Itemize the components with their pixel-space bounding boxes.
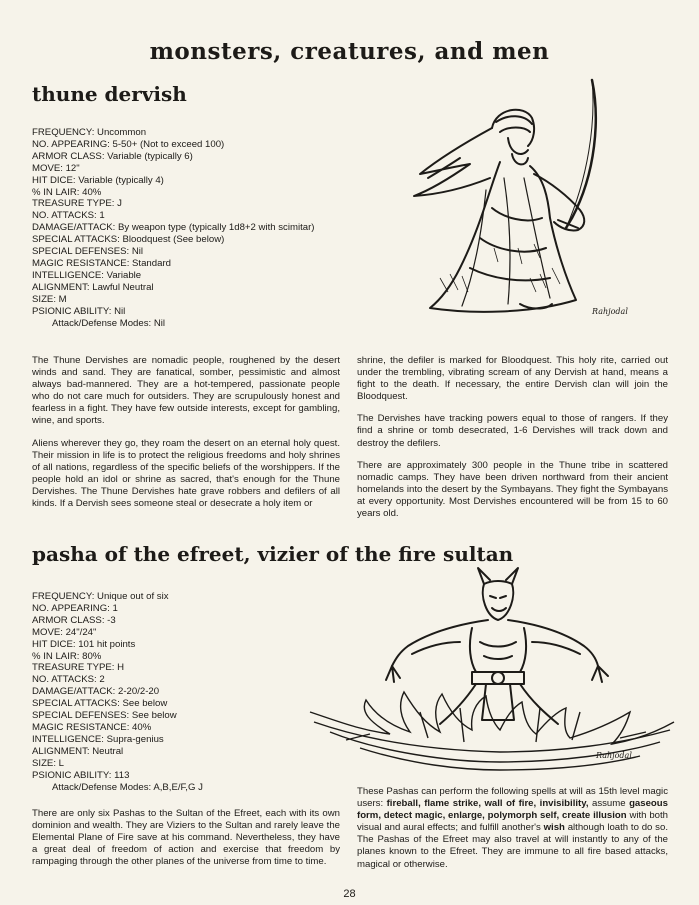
text-span: with both visual and aural effects; and fulfill another's <box>357 810 668 834</box>
pasha-text-left <box>32 808 340 868</box>
pasha-stat-block <box>32 591 332 793</box>
page-number: 28 <box>343 888 356 900</box>
stat-line: ALIGNMENT: Neutral <box>32 745 124 757</box>
stat-line: INTELLIGENCE: Variable <box>32 269 142 281</box>
stat-line: % IN LAIR: 40% <box>32 186 102 198</box>
stat-line: TREASURE TYPE: J <box>32 198 122 210</box>
text-span: assume <box>588 798 630 810</box>
stat-line: NO. APPEARING: 5-50+ (Not to exceed 100) <box>32 138 225 150</box>
dervish-text-right <box>357 355 668 520</box>
stat-line: % IN LAIR: 80% <box>32 650 102 662</box>
stat-line: DAMAGE/ATTACK: 2-20/2-20 <box>32 686 160 698</box>
paragraph: Aliens wherever they go, they roam the desert on an eternal holy quest. Their mission in life is to protect the religious freedoms and holy shrines of all nations, regardless of the specific beliefs of the worshippers. If the people hold an idol or shrine as sacred, that's enough for the Thune Dervishes. The Thune Dervishes hate grave robbers and defilers of all kinds. If a Dervish sees someone steal or desecrate a holy item or <box>32 437 340 510</box>
paragraph: The Thune Dervishes are nomadic people, roughened by the desert winds and sand. They are fanatical, somber, pessimistic and almost always bad-mannered. They are a hot-tempered, passionate people who do not care much for outsiders. They are scrupulously honest and fearless in a fight. They have few outside interests, except for gambling, wine, and sports. <box>32 355 340 427</box>
stat-line: MAGIC RESISTANCE: 40% <box>32 721 152 733</box>
spell-list: fireball, flame strike, wall of fire, invisibility, <box>386 798 589 810</box>
text-span: These Pashas can perform the following spells at will as 15th level magic users: <box>357 786 668 810</box>
stat-line: TREASURE TYPE: H <box>32 662 125 674</box>
stat-line: NO. ATTACKS: 2 <box>32 674 105 686</box>
stat-line: ARMOR CLASS: Variable (typically 6) <box>32 150 193 162</box>
paragraph: There are only six Pashas to the Sultan of the Efreet, each with its own dominion and wealth. They are Viziers to the Sultan and rarely leave the Elemental Plane of Fire save at his command. Nevertheless, they have a great deal of freedom of action and exercise that freedom by rampaging through the other planes of the universe from time to time. <box>32 808 340 868</box>
stat-line: Attack/Defense Modes: Nil <box>52 317 166 329</box>
stat-line: INTELLIGENCE: Supra-genius <box>32 733 164 745</box>
stat-line: PSIONIC ABILITY: 113 <box>32 769 130 781</box>
paragraph: There are approximately 300 people in the Thune tribe in scattered nomadic camps. They have been driven northward from their ancient homelands into the desert by the Symbayans. They fight the Symbayans at every opportunity. Most Dervishes encountered will be from 15 to 60 years old. <box>357 459 668 520</box>
paragraph <box>357 786 668 871</box>
stat-line: MOVE: 24"/24" <box>32 626 97 638</box>
stat-line: SIZE: L <box>32 757 64 769</box>
stat-line: FREQUENCY: Uncommon <box>32 127 147 138</box>
stat-line: SIZE: M <box>32 293 67 305</box>
stat-line: ARMOR CLASS: -3 <box>32 614 116 626</box>
stat-line: Attack/Defense Modes: A,B,E/F,G J <box>52 781 203 793</box>
stat-line: DAMAGE/ATTACK: By weapon type (typically 1d8+2 with scimitar) <box>32 222 315 234</box>
pasha-text-right <box>357 786 668 871</box>
dervish-title: thune dervish <box>32 82 187 106</box>
wish-term: wish <box>543 822 565 834</box>
stat-line: HIT DICE: Variable (typically 4) <box>32 174 164 186</box>
stat-line: ALIGNMENT: Lawful Neutral <box>32 281 154 293</box>
dervish-illustration <box>400 78 630 328</box>
stat-line: SPECIAL DEFENSES: Nil <box>32 246 144 258</box>
stat-line: MOVE: 12" <box>32 162 80 174</box>
stat-line: FREQUENCY: Unique out of six <box>32 591 169 602</box>
pasha-signature: Rahjodal <box>596 751 632 760</box>
page-header: monsters, creatures, and men <box>149 38 550 65</box>
stat-line: SPECIAL ATTACKS: Bloodquest (See below) <box>32 234 225 246</box>
stat-line: MAGIC RESISTANCE: Standard <box>32 257 171 269</box>
pasha-title: pasha of the efreet, vizier of the fire sultan <box>32 542 514 566</box>
stat-line: PSIONIC ABILITY: Nil <box>32 305 126 317</box>
paragraph: The Dervishes have tracking powers equal to those of rangers. If they find a shrine or tomb desecrated, 1-6 Dervishes will track down and destroy the defilers. <box>357 413 668 449</box>
pasha-illustration <box>300 562 680 782</box>
stat-line: SPECIAL DEFENSES: See below <box>32 710 177 722</box>
spell-list: gaseous form, detect magic, enlarge, polymorph self, create illusion <box>357 798 668 822</box>
dervish-signature: Rahjodal <box>592 307 628 316</box>
stat-line: HIT DICE: 101 hit points <box>32 638 136 650</box>
stat-line: NO. APPEARING: 1 <box>32 602 118 614</box>
dervish-stat-block <box>32 127 352 329</box>
dervish-text-left <box>32 355 340 510</box>
text-span: although loath to do so. The Pashas of the Efreet may also travel at will instantly to any of the planes known to the Efreet. They are immune to all fire based attacks, magical or otherwise. <box>357 822 668 870</box>
stat-line: SPECIAL ATTACKS: See below <box>32 698 168 710</box>
paragraph: shrine, the defiler is marked for Bloodquest. This holy rite, carried out under the trembling, vibrating scream of any Dervish at hand, means a fight to the death. If necessary, the entire Dervish clan will join the Bloodquest. <box>357 355 668 403</box>
stat-line: NO. ATTACKS: 1 <box>32 210 105 222</box>
